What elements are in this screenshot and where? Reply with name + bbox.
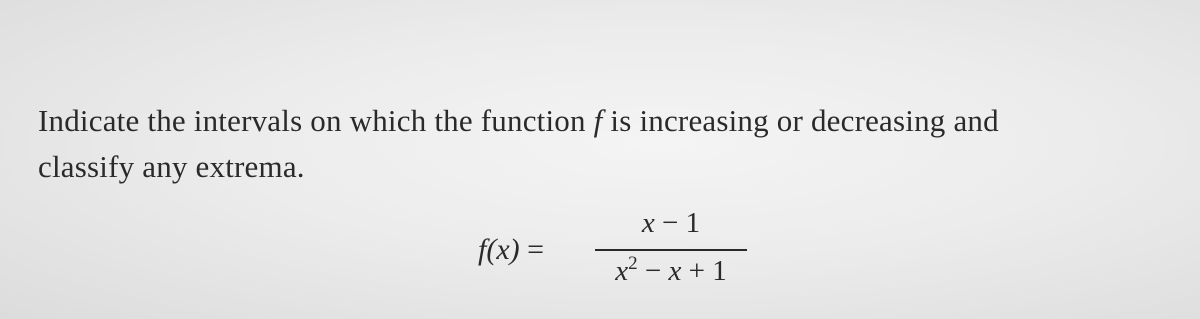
problem-line-2: classify any extrema.: [38, 149, 305, 184]
equals-sign: =: [519, 233, 545, 266]
function-equation: [478, 203, 778, 293]
denominator-variable-2: x: [668, 255, 682, 287]
equation-argument: (x): [486, 233, 520, 266]
numerator-rest: − 1: [654, 207, 701, 239]
problem-line-1-prefix: Indicate the intervals on which the function: [38, 103, 594, 138]
fraction-bar: [595, 249, 747, 251]
fraction-numerator: [591, 207, 751, 240]
fraction-denominator: [591, 253, 751, 288]
denominator-exponent: 2: [628, 253, 638, 274]
problem-line-1-suffix: is increasing or decreasing and: [602, 103, 999, 138]
equation-lhs: [478, 233, 544, 267]
denominator-rest: + 1: [681, 255, 727, 287]
problem-statement: [38, 98, 1178, 190]
denominator-minus: −: [637, 255, 669, 287]
problem-line-1: [38, 98, 1178, 144]
equation-fraction: [591, 203, 751, 293]
function-variable: f: [593, 103, 603, 138]
equation-function-name: f: [478, 233, 487, 266]
denominator-variable-1: x: [615, 255, 629, 287]
numerator-variable: x: [641, 207, 655, 239]
